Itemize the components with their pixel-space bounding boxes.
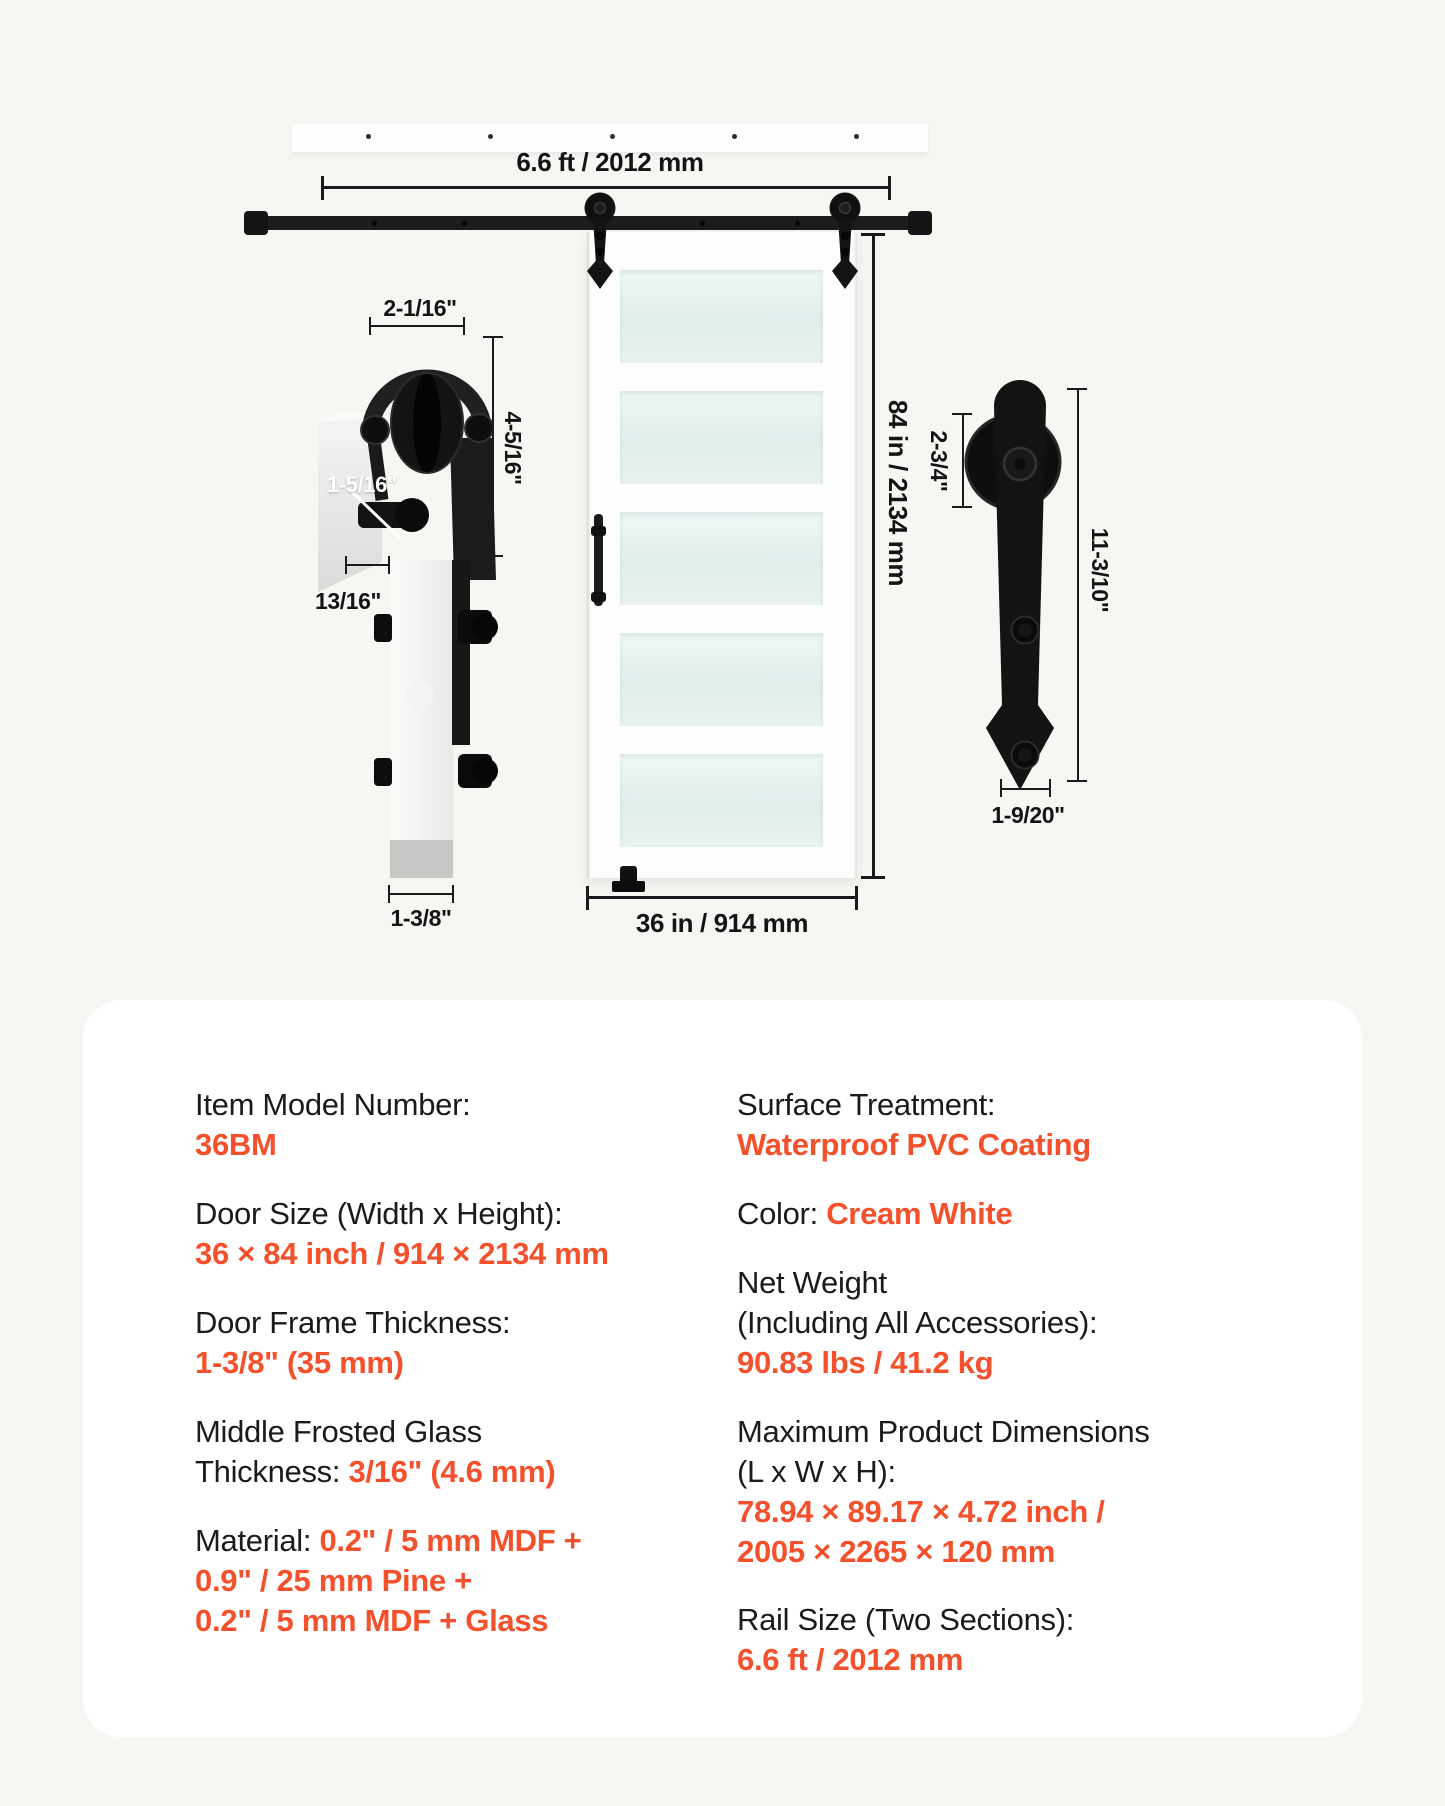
axle-washer-icon	[395, 498, 429, 532]
dim-line	[389, 893, 454, 895]
dim-tick	[1067, 780, 1087, 782]
spec-value: 90.83 lbs / 41.2 kg	[737, 1345, 994, 1380]
door-thickness-dim-label: 1-3/8"	[390, 905, 452, 931]
axle-dim-label: 1-5/16"	[326, 472, 397, 497]
screw-dot	[610, 134, 615, 139]
hub-bolt-icon	[595, 203, 606, 214]
spec-label: Item Model Number:	[195, 1087, 471, 1122]
spec-block	[195, 1521, 725, 1641]
hanger-wheel-dim-label: 2-3/4"	[926, 430, 952, 492]
rail-end-stop-right	[908, 211, 932, 235]
bolt-head-icon	[472, 614, 498, 640]
spec-card	[83, 1000, 1362, 1737]
spec-label: (Including All Accessories):	[737, 1305, 1098, 1340]
dim-tick	[345, 556, 347, 574]
bolt-head-icon	[472, 758, 498, 784]
hanger-length-dim-label: 11-3/10"	[1087, 527, 1113, 613]
spec-block	[737, 1600, 1337, 1680]
dim-line	[346, 564, 390, 566]
frosted-glass-panel	[620, 754, 823, 847]
spec-block	[737, 1085, 1337, 1165]
dim-tick	[483, 336, 503, 338]
rail-length-dim-label: 6.6 ft / 2012 mm	[516, 147, 704, 177]
dim-tick	[952, 413, 972, 415]
bolt-center-icon	[1018, 748, 1032, 762]
frosted-glass-panel	[620, 391, 823, 484]
spec-value: 1-3/8" (35 mm)	[195, 1345, 404, 1380]
roller-width-dim-label: 2-1/16"	[383, 295, 457, 321]
hanger-bottom-width-dim-label: 1-9/20"	[991, 802, 1065, 828]
screw-dot	[854, 134, 859, 139]
wheel-groove-icon	[413, 373, 441, 473]
spec-value: 0.9" / 25 mm Pine +	[195, 1563, 472, 1598]
rail-screw-dot	[700, 221, 705, 226]
dim-line	[370, 325, 465, 327]
spec-label: Net Weight	[737, 1265, 887, 1300]
hanger-front-view	[940, 360, 1110, 810]
dim-tick	[321, 176, 324, 200]
door-hanger-strap-right	[815, 188, 875, 300]
frosted-glass-panel	[620, 512, 823, 605]
handle-hole-dot	[406, 680, 434, 708]
dim-tick	[463, 317, 465, 335]
dim-tick	[1000, 779, 1002, 797]
strap-arrow-icon	[587, 256, 613, 289]
dim-tick	[952, 506, 972, 508]
dim-tick	[483, 555, 503, 557]
spec-value: 36 × 84 inch / 914 × 2134 mm	[195, 1236, 609, 1271]
rail-screw-dot	[462, 221, 467, 226]
strap-arrow-icon	[832, 256, 858, 289]
spec-block	[737, 1194, 1337, 1234]
spec-block	[195, 1303, 725, 1383]
dim-line	[587, 896, 857, 899]
spec-value: 0.2" / 5 mm MDF + Glass	[195, 1603, 549, 1638]
spec-label: Color:	[737, 1196, 827, 1231]
floor-guide-base	[612, 881, 645, 892]
board-thickness-dim-label: 13/16"	[314, 588, 382, 614]
dim-line	[872, 234, 875, 879]
dim-tick	[452, 885, 454, 903]
spec-block	[195, 1412, 725, 1492]
dim-line	[1001, 788, 1051, 790]
spec-block	[195, 1194, 725, 1274]
dim-tick	[586, 886, 589, 910]
dim-tick	[1049, 779, 1051, 797]
spec-label: Material:	[195, 1523, 320, 1558]
spec-label: Surface Treatment:	[737, 1087, 996, 1122]
frosted-glass-panel	[620, 633, 823, 726]
door-hanger-strap-left	[570, 188, 630, 300]
roller-height-dim-label: 4-5/16"	[500, 411, 526, 485]
dim-tick	[388, 556, 390, 574]
spec-block	[737, 1412, 1337, 1572]
dim-tick	[855, 886, 858, 910]
spec-value: 6.6 ft / 2012 mm	[737, 1642, 964, 1677]
dim-tick	[861, 876, 885, 879]
door-width-dim-label: 36 in / 914 mm	[635, 908, 809, 938]
spec-value: 3/16" (4.6 mm)	[348, 1454, 556, 1489]
door-edge-bottom	[390, 840, 453, 878]
spec-column-right	[737, 1085, 1337, 1709]
dim-line	[962, 414, 964, 508]
barn-door	[587, 232, 857, 878]
bolt-icon	[374, 614, 392, 642]
hub-bolt-center-icon	[1014, 458, 1026, 470]
bolt-center-icon	[1018, 623, 1032, 637]
spec-value: Waterproof PVC Coating	[737, 1127, 1091, 1162]
spec-value: 78.94 × 89.17 × 4.72 inch /	[737, 1494, 1105, 1529]
spec-label: (L x W x H):	[737, 1454, 896, 1489]
bolt-icon	[596, 248, 605, 257]
handle-mount	[591, 526, 606, 536]
dim-tick	[861, 233, 885, 236]
rail-screw-dot	[795, 221, 800, 226]
dim-tick	[388, 885, 390, 903]
bolt-icon	[596, 232, 605, 241]
handle-mount	[591, 592, 606, 602]
axle-nut-icon	[465, 414, 493, 442]
spec-block	[195, 1085, 725, 1165]
spec-label: Rail Size (Two Sections):	[737, 1602, 1075, 1637]
hub-bolt-icon	[840, 203, 851, 214]
bolt-icon	[841, 248, 850, 257]
bolt-icon	[841, 232, 850, 241]
dim-line	[492, 337, 494, 557]
screw-dot	[366, 134, 371, 139]
screw-dot	[732, 134, 737, 139]
bolt-icon	[374, 758, 392, 786]
rail-screw-dot	[372, 221, 377, 226]
spec-value: Cream White	[826, 1196, 1013, 1231]
dim-line	[1077, 389, 1079, 782]
spec-value: 2005 × 2265 × 120 mm	[737, 1534, 1056, 1569]
dim-tick	[369, 317, 371, 335]
axle-nut-icon	[361, 416, 389, 444]
spec-label: Thickness:	[195, 1454, 349, 1489]
rail-end-stop-left	[244, 211, 268, 235]
spec-value: 0.2" / 5 mm MDF +	[319, 1523, 582, 1558]
strap-icon	[986, 380, 1054, 790]
dim-tick	[888, 176, 891, 200]
spec-value: 36BM	[195, 1127, 277, 1162]
spec-label: Door Size (Width x Height):	[195, 1196, 563, 1231]
strap-plate-icon	[452, 560, 470, 745]
spec-label: Door Frame Thickness:	[195, 1305, 511, 1340]
door-height-dim-label: 84 in / 2134 mm	[883, 399, 913, 587]
screw-dot	[488, 134, 493, 139]
spec-block	[737, 1263, 1337, 1383]
dim-tick	[1067, 388, 1087, 390]
spec-label: Maximum Product Dimensions	[737, 1414, 1150, 1449]
hanger-bracket-icon	[450, 438, 496, 580]
frosted-glass-panel	[620, 270, 823, 363]
spec-label: Middle Frosted Glass	[195, 1414, 482, 1449]
spec-column-left	[195, 1085, 725, 1670]
